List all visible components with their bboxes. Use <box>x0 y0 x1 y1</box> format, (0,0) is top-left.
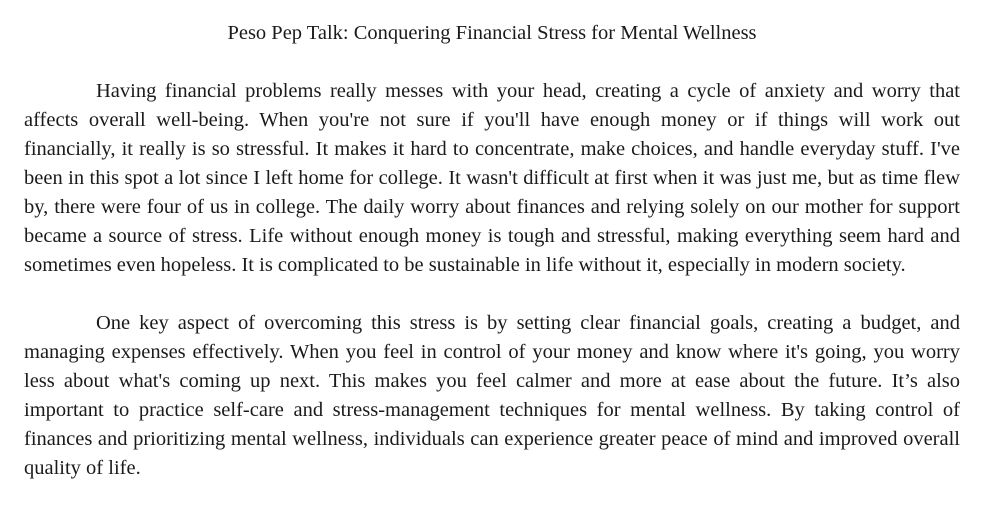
paragraph-financial-problems: Having financial problems really messes with your head, creating a cycle of anxiety and worry that affects overall well-being. When you're not sure if you'll have enough money or if things will work out financially, it really is so stressful. It makes it hard to concentrate, make choices, and handle everyday stuff. I've been in this spot a lot since I left home for college. It wasn't difficult at first when it was just me, but as time flew by, there were four of us in college. The daily worry about finances and relying solely on our mother for support became a source of stress. Life without enough money is tough and stressful, making everything seem hard and sometimes even hopeless. It is complicated to be sustainable in life without it, especially in modern society. <box>24 80 960 276</box>
document-title: Peso Pep Talk: Conquering Financial Stress for Mental Wellness <box>227 22 757 44</box>
paragraph-overcoming-stress: One key aspect of overcoming this stress is by setting clear financial goals, creating a budget, and managing expenses effectively. When you feel in control of your money and know where it's going, you worry less about what's coming up next. This makes you feel calmer and more at ease about the future. It’s also important to practice self-care and stress-management techniques for mental wellness. By taking control of finances and prioritizing mental wellness, individuals can experience greater peace of mind and improved overall quality of life. <box>24 312 960 479</box>
